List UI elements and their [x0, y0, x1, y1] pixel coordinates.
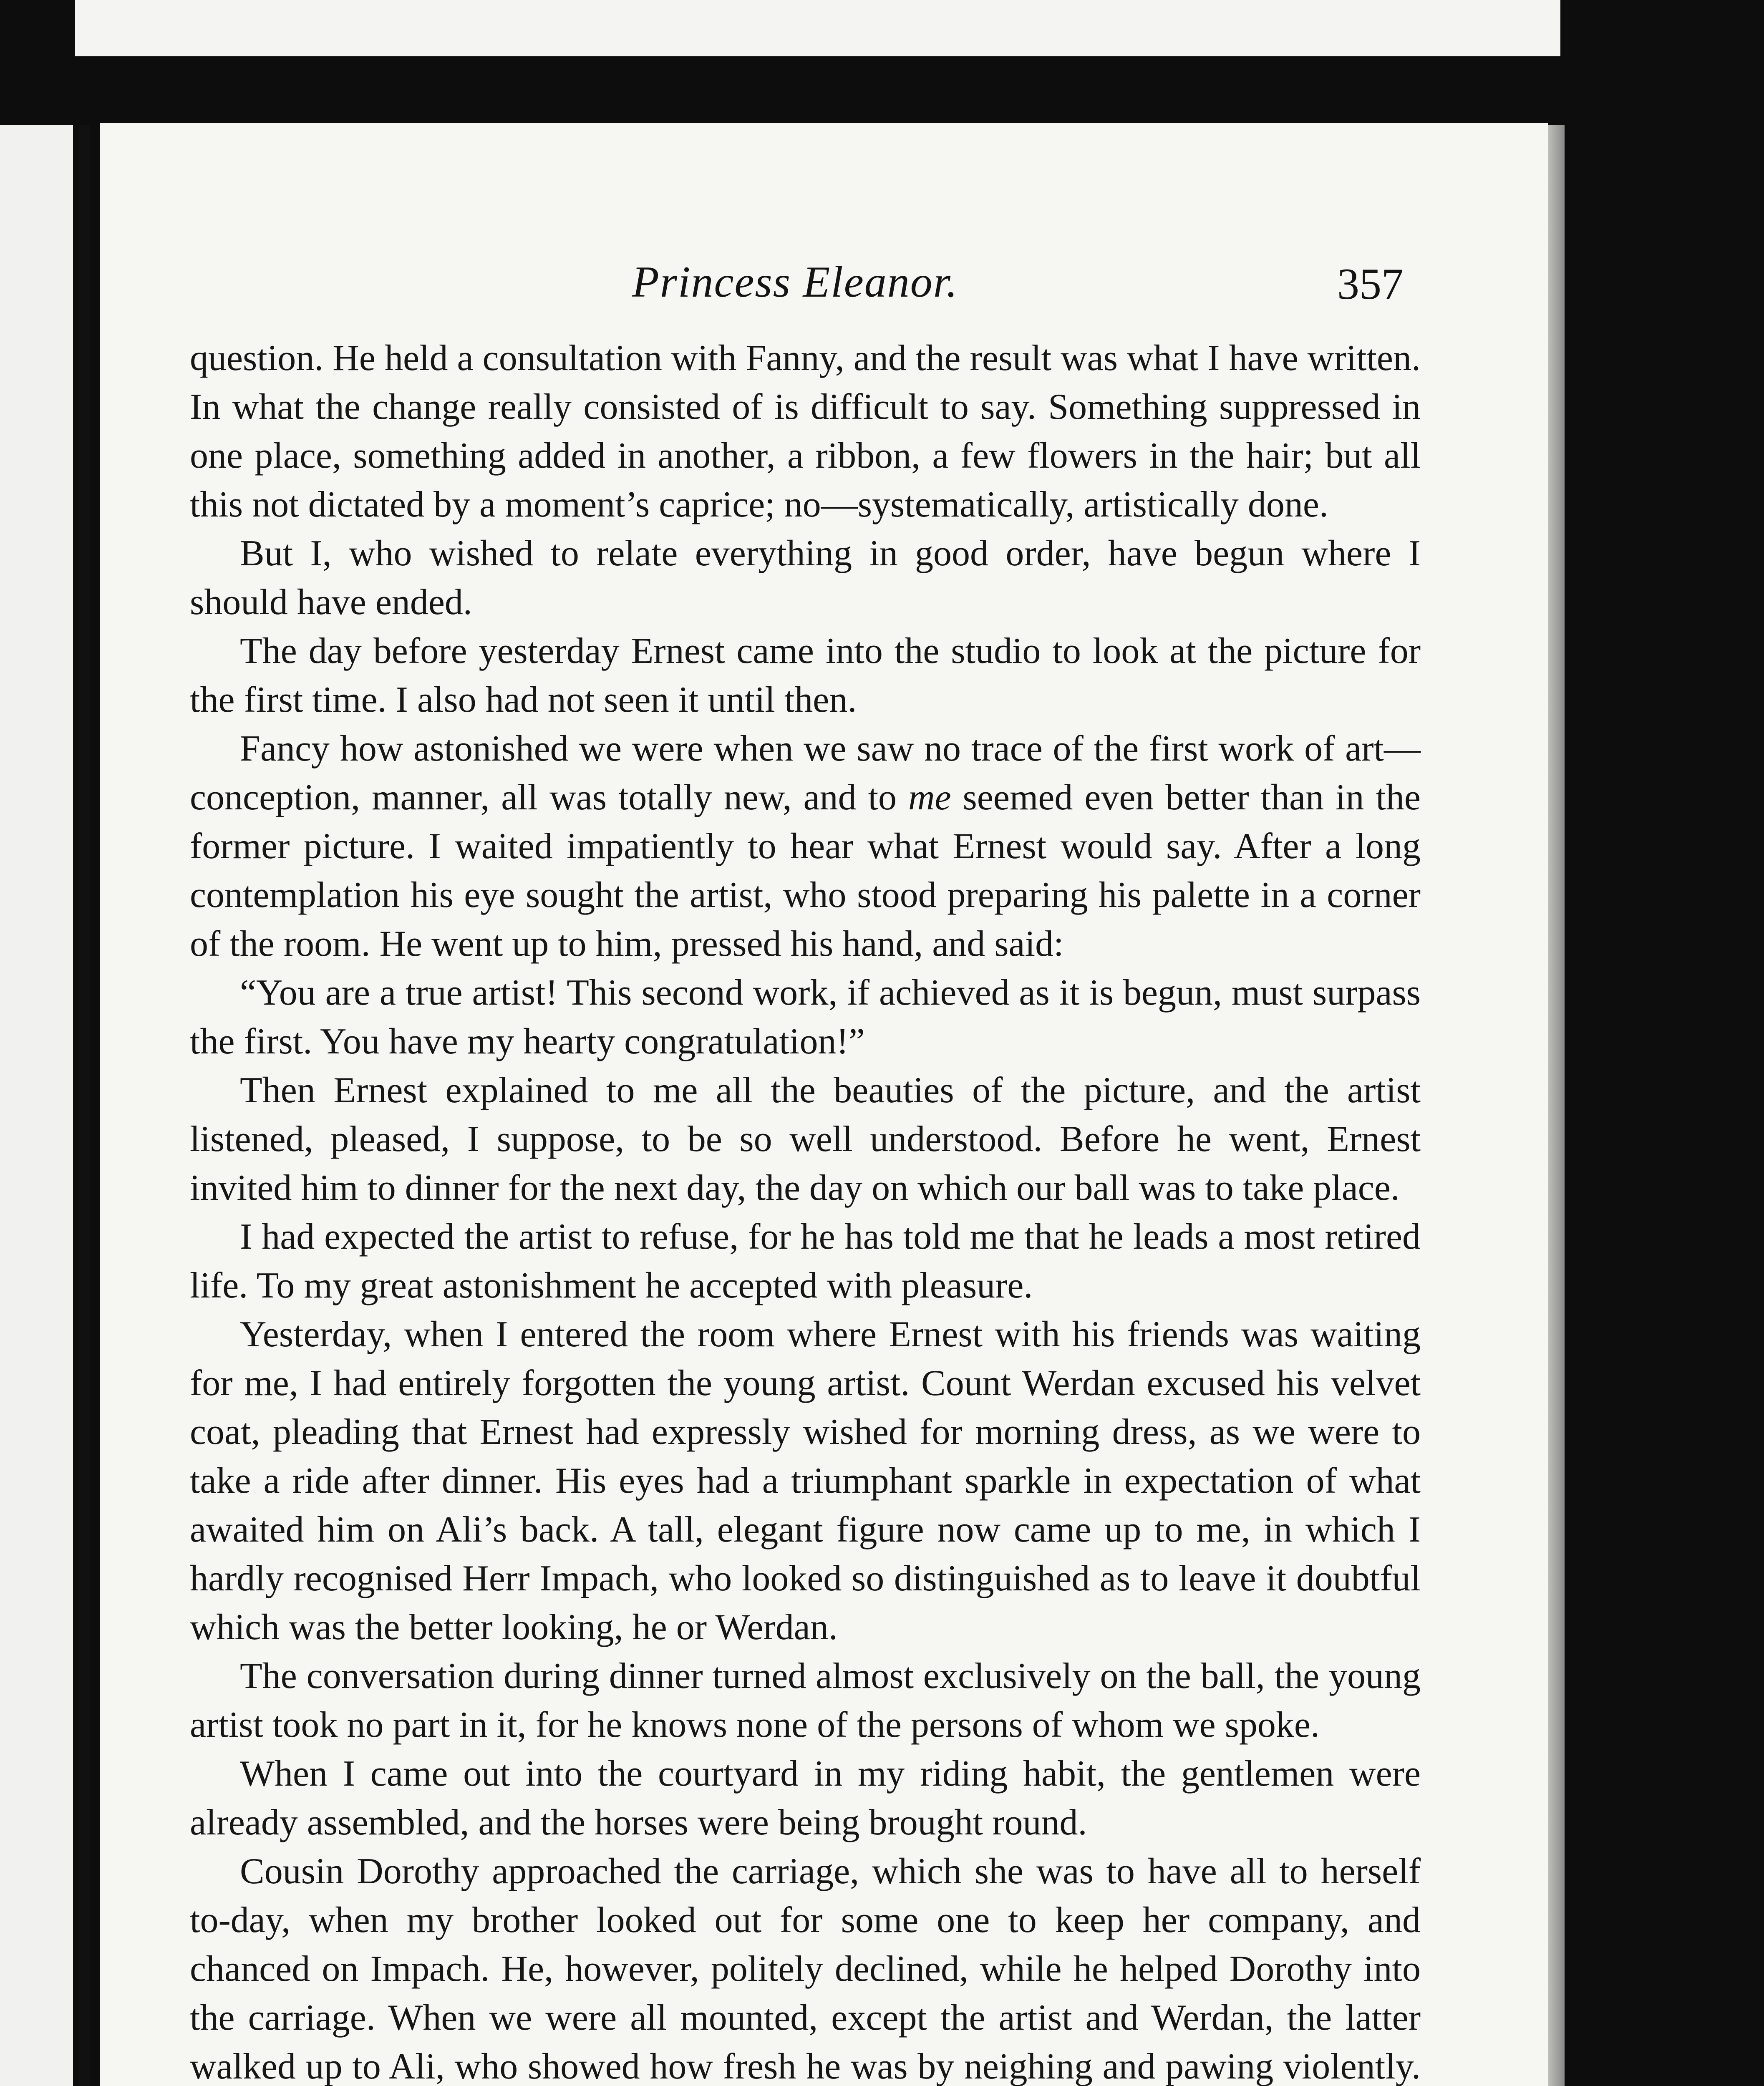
paragraph: The day before yesterday Ernest came into the studio to look at the picture for the first time. I also had not seen it until then.	[190, 631, 1421, 720]
paragraph-text: seemed even better than in the former picture. I waited impatiently to hear what Ernest would say. After a long contemplation his eye sought the artist, who stood preparing his palette in a corner of the room. He went up to him, pressed his hand, and said:	[190, 777, 1421, 964]
paragraph	[190, 724, 1421, 968]
paragraph: “You are a true artist! This second work, if achieved as it is begun, must surpass the first. You have my hearty congratulation!”	[190, 972, 1421, 1062]
binding-shadow	[79, 125, 90, 2086]
running-title: Princess Eleanor.	[632, 257, 958, 306]
previous-page-edge	[75, 0, 1560, 56]
paragraph: Cousin Dorothy approached the carriage, which she was to have all to herself to-day, when my brother looked out for some one to keep her company, and chanced on Impach. He, however, politely declined, while he helped Dorothy into the carriage. When we were all mounted, except the artist and Werdan, the latter walked up to Ali, who showed how fresh he was by neighing and pawing violently.	[190, 1851, 1421, 2086]
paragraph: When I came out into the courtyard in my riding habit, the gentlemen were already assembled, and the horses were being brought round.	[190, 1753, 1421, 1843]
paragraph: question. He held a consultation with Fanny, and the result was what I have written. In what the change really consisted of is difficult to say. Something suppressed in one place, something added in another, a ribbon, a few flowers in the hair; but all this not dictated by a moment’s caprice; no—systematically, artistically done.	[190, 338, 1421, 525]
emphasis: me	[908, 777, 951, 818]
paragraph: Yesterday, when I entered the room where Ernest with his friends was waiting for me, I had entirely forgotten the young artist. Count Werdan excused his velvet coat, pleading that Ernest had expressly wished for morning dress, as we were to take a ride after dinner. His eyes had a triumphant sparkle in expectation of what awaited him on Ali’s back. A tall, elegant figure now came up to me, in which I hardly recognised Herr Impach, who looked so distinguished as to leave it doubtful which was the better looking, he or Werdan.	[190, 1314, 1421, 1648]
paragraph: The conversation during dinner turned almost exclusively on the ball, the young artist took no part in it, for he knows none of the persons of whom we spoke.	[190, 1656, 1421, 1745]
paragraph: I had expected the artist to refuse, for he has told me that he leads a most retired life. To my great astonishment he accepted with pleasure.	[190, 1217, 1421, 1306]
left-page-edge	[0, 125, 73, 2086]
page-number: 357	[1337, 259, 1404, 308]
body-text	[190, 334, 1421, 2086]
paragraph: But I, who wished to relate everything in good order, have begun where I should have ended.	[190, 533, 1421, 622]
paragraph-text: Fancy how astonished we were when we saw no trace of the first work of art—conception, manner, all was totally new, and to	[190, 728, 1421, 818]
paragraph: Then Ernest explained to me all the beauties of the picture, and the artist listened, pleased, I suppose, to be so well understood. Before he went, Ernest invited him to dinner for the next day, the day on which our ball was to take place.	[190, 1070, 1421, 1208]
